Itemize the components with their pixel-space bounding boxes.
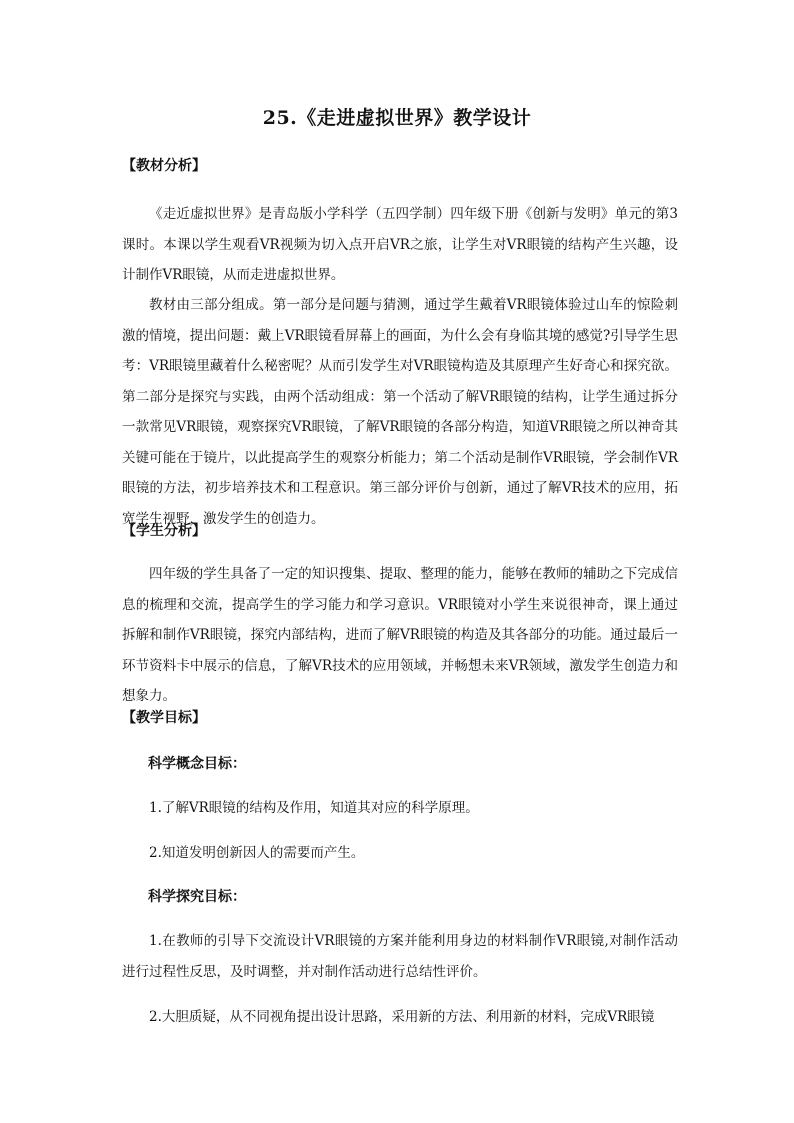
- material-paragraph-2: 教材由三部分组成。第一部分是问题与猜测，通过学生戴着VR眼镜体验过山车的惊险刺激的情境，提出问题：戴上VR眼镜看屏幕上的画面，为什么会有身临其境的感觉?引导学生思考：VR眼镜里藏着什么秘密呢？从而引发学生对VR眼镜构造及其原理产生好奇心和探究欲。第二部分是探究与实践，由两个活动组成：第一个活动了解VR眼镜的结构，让学生通过拆分一款常见VR眼镜，观察探究VR眼镜，了解VR眼镜的各部分构造，知道VR眼镜之所以神奇其关键可能在于镜片，以此提高学生的观察分析能力；第二个活动是制作VR眼镜，学会制作VR眼镜的方法，初步培养技术和工程意识。第三部分评价与创新，通过了解VR技术的应用，拓宽学生视野，激发学生的创造力。: [122, 297, 678, 527]
- concept-goal-item-1: 1.了解VR眼镜的结构及作用，知道其对应的科学原理。: [149, 800, 479, 816]
- document-title: 25.《走进虚拟世界》教学设计: [262, 107, 532, 129]
- section-heading-material: 【教材分析】: [122, 158, 206, 174]
- section-heading-students: 【学生分析】: [122, 523, 206, 539]
- section-heading-goals: 【教学目标】: [122, 710, 206, 726]
- inquiry-goals-label: 科学探究目标：: [148, 889, 246, 905]
- students-paragraph-1: 四年级的学生具备了一定的知识搜集、提取、整理的能力，能够在教师的辅助之下完成信息的梳理和交流，提高学生的学习能力和学习意识。VR眼镜对小学生来说很神奇，课上通过拆解和制作VR眼镜，探究内部结构，进而了解VR眼镜的构造及其各部分的功能。通过最后一环节资料卡中展示的信息，了解VR技术的应用领域，并畅想未来VR领域，激发学生创造力和想象力。: [122, 566, 678, 704]
- concept-goal-item-2: 2.知道发明创新因人的需要而产生。: [149, 845, 365, 861]
- inquiry-goal-item-2: 2.大胆质疑，从不同视角提出设计思路，采用新的方法、利用新的材料，完成VR眼镜: [149, 1009, 655, 1025]
- inquiry-goal-item-1: 1.在教师的引导下交流设计VR眼镜的方案并能利用身边的材料制作VR眼镜,对制作活动进行过程性反思，及时调整，并对制作活动进行总结性评价。: [122, 933, 678, 980]
- material-paragraph-1: 《走近虚拟世界》是青岛版小学科学（五四学制）四年级下册《创新与发明》单元的第3课时。本课以学生观看VR视频为切入点开启VR之旅，让学生对VR眼镜的结构产生兴趣，设计制作VR眼镜，从而走进虚拟世界。: [122, 206, 678, 283]
- concept-goals-label: 科学概念目标：: [148, 756, 246, 772]
